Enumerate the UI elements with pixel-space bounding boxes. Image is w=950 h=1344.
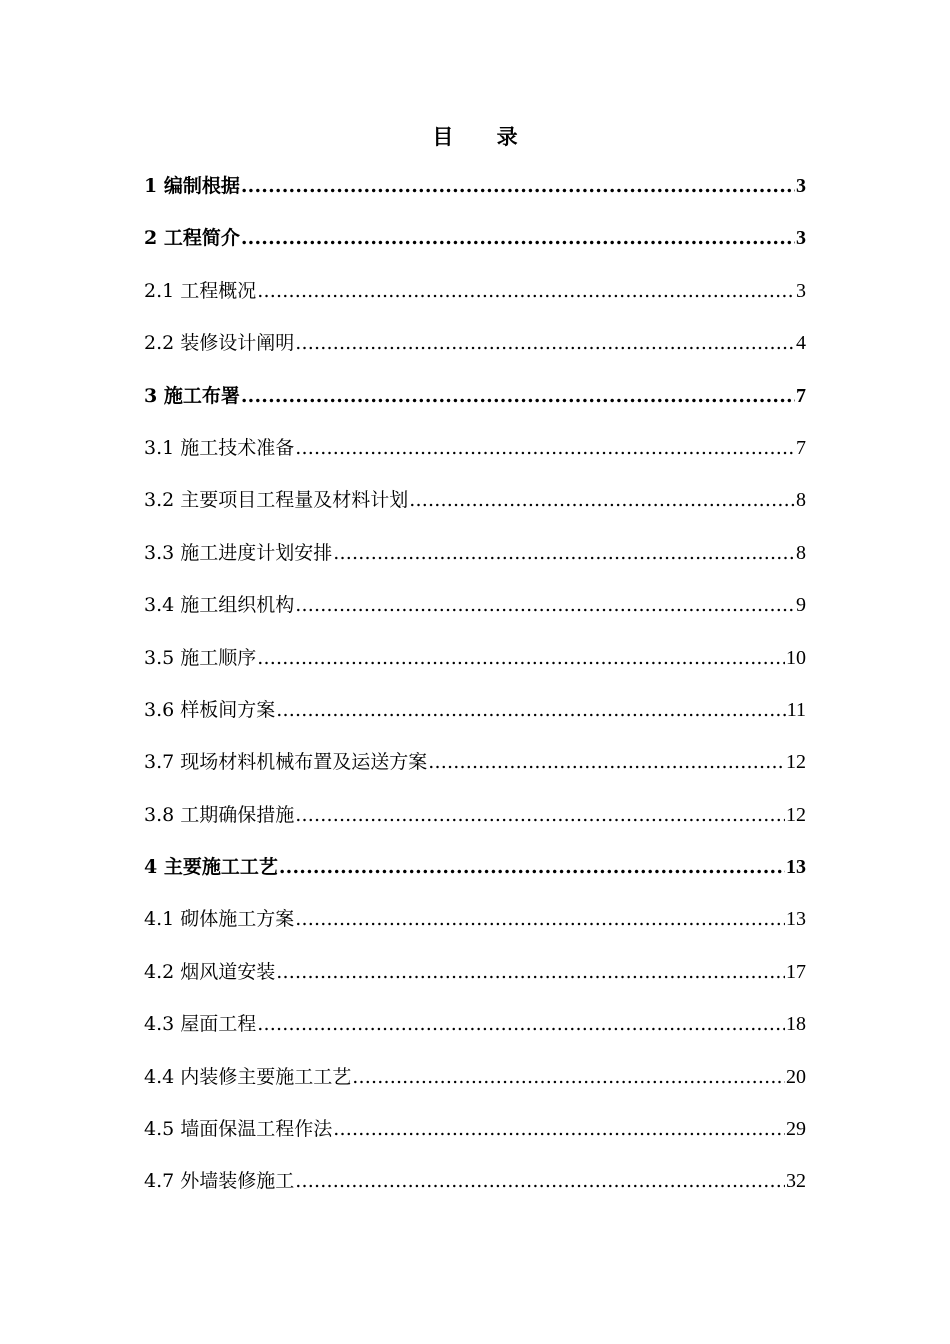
toc-dot-leader — [333, 1114, 785, 1144]
toc-dot-leader — [333, 538, 795, 568]
toc-entry[interactable] — [144, 1062, 806, 1114]
toc-entry-title: 3.1 施工技术准备 — [144, 436, 295, 459]
toc-entry-title: 2 工程简介 — [144, 227, 240, 250]
toc-dot-leader — [295, 433, 795, 463]
toc-entry-title: 3.2 主要项目工程量及材料计划 — [144, 489, 409, 512]
toc-entry-title: 4.2 烟风道安装 — [144, 960, 276, 983]
toc-entry-page-number: 17 — [786, 960, 806, 983]
toc-dot-leader — [257, 1009, 785, 1039]
toc-dot-leader — [295, 904, 785, 934]
toc-entry[interactable] — [144, 695, 806, 747]
toc-entry-title: 3.4 施工组织机构 — [144, 594, 295, 617]
toc-dot-leader — [279, 852, 785, 882]
toc-entry-page-number: 9 — [796, 594, 806, 617]
toc-entry-title: 3.5 施工顺序 — [144, 646, 257, 669]
toc-dot-leader — [295, 590, 795, 620]
toc-entry-title: 4.4 内装修主要施工工艺 — [144, 1065, 352, 1088]
toc-dot-leader — [276, 957, 785, 987]
toc-dot-leader — [257, 643, 785, 673]
toc-entry-page-number: 13 — [786, 856, 806, 879]
toc-entry-title: 3.3 施工进度计划安排 — [144, 541, 333, 564]
toc-entry-page-number: 29 — [786, 1118, 806, 1141]
toc-entry-title: 3.7 现场材料机械布置及运送方案 — [144, 751, 428, 774]
toc-entry-page-number: 4 — [796, 332, 806, 355]
toc-dot-leader — [295, 328, 795, 358]
toc-entry-page-number: 3 — [796, 279, 806, 302]
toc-dot-leader — [409, 485, 795, 515]
toc-entry-page-number: 8 — [796, 541, 806, 564]
toc-entry[interactable] — [144, 904, 806, 956]
toc-entry[interactable] — [144, 223, 806, 275]
toc-entry-page-number: 12 — [786, 803, 806, 826]
toc-entry-page-number: 20 — [786, 1065, 806, 1088]
toc-dot-leader — [295, 1166, 785, 1196]
toc-entry-title: 2.2 装修设计阐明 — [144, 332, 295, 355]
toc-entry[interactable] — [144, 538, 806, 590]
toc-entry-page-number: 3 — [796, 227, 806, 250]
toc-entry[interactable] — [144, 381, 806, 433]
toc-entry[interactable] — [144, 590, 806, 642]
toc-dot-leader — [428, 747, 785, 777]
toc-entry-title: 3 施工布署 — [144, 384, 240, 407]
toc-entry-title: 2.1 工程概况 — [144, 279, 257, 302]
toc-entry[interactable] — [144, 800, 806, 852]
toc-dot-leader — [295, 800, 785, 830]
toc-entry[interactable] — [144, 852, 806, 904]
toc-entry-title: 4 主要施工工艺 — [144, 856, 278, 879]
toc-entry[interactable] — [144, 171, 806, 223]
toc-title: 目 录 — [432, 124, 536, 149]
toc-entry-page-number: 13 — [786, 908, 806, 931]
toc-dot-leader — [241, 223, 795, 253]
toc-dot-leader — [276, 695, 785, 725]
toc-entry[interactable] — [144, 643, 806, 695]
toc-entry-page-number: 7 — [796, 436, 806, 459]
toc-entry-page-number: 11 — [786, 698, 806, 721]
toc-entry-title: 3.6 样板间方案 — [144, 698, 276, 721]
toc-dot-leader — [352, 1062, 785, 1092]
toc-entry-title: 4.5 墙面保温工程作法 — [144, 1118, 333, 1141]
toc-entry[interactable] — [144, 433, 806, 485]
toc-entry[interactable] — [144, 328, 806, 380]
toc-entry-title: 1 编制根据 — [144, 175, 240, 197]
toc-entry-page-number: 10 — [786, 646, 806, 669]
toc-entry-page-number: 18 — [786, 1013, 806, 1036]
toc-entry[interactable] — [144, 1166, 806, 1218]
toc-entry-page-number: 8 — [796, 489, 806, 512]
toc-entry-page-number: 32 — [786, 1170, 806, 1193]
toc-entry-title: 4.3 屋面工程 — [144, 1013, 257, 1036]
toc-entry-title: 4.7 外墙装修施工 — [144, 1170, 295, 1193]
toc-entry-page-number: 3 — [796, 175, 806, 197]
toc-dot-leader — [241, 381, 795, 411]
toc-entry-title: 4.1 砌体施工方案 — [144, 908, 295, 931]
toc-dot-leader — [241, 171, 795, 201]
toc-entry[interactable] — [144, 957, 806, 1009]
toc-entry-page-number: 12 — [786, 751, 806, 774]
toc-entry[interactable] — [144, 276, 806, 328]
toc-entry[interactable] — [144, 747, 806, 799]
toc-entry[interactable] — [144, 1009, 806, 1061]
toc-entry[interactable] — [144, 1114, 806, 1166]
toc-dot-leader — [257, 276, 795, 306]
toc-entry[interactable] — [144, 485, 806, 537]
toc-list — [144, 171, 806, 1219]
toc-entry-page-number: 7 — [796, 384, 806, 407]
toc-entry-title: 3.8 工期确保措施 — [144, 803, 295, 826]
